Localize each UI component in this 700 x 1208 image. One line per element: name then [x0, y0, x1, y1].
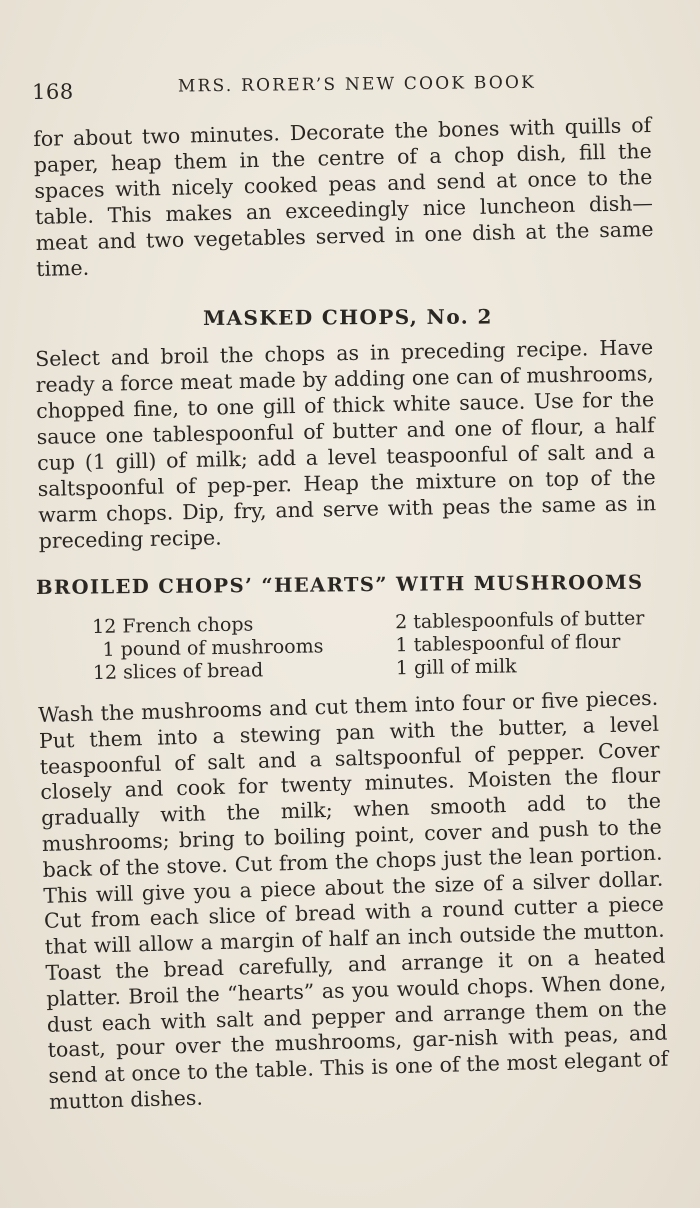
ingredient-item: 1 pound of mushrooms	[102, 635, 324, 661]
ingredient-column-right	[395, 607, 645, 680]
page-header	[32, 67, 662, 104]
recipe-title-broiled-chops: BROILED CHOPS’ “HEARTS” WITH MUSHROOMS	[36, 570, 644, 599]
recipe-title-masked-chops: MASKED CHOPS, No. 2	[203, 304, 493, 330]
ingredient-item: 1 tablespoonful of flour	[395, 630, 621, 657]
ingredient-list	[92, 607, 653, 688]
recipe-text-masked-chops: Select and broil the chops as in preceding recipe. Have ready a force meat made by adding one can of mushrooms, chopped fine, to one gill of thick white sauce. Use for the sauce one tablespoonful of butter and one of flour, a half cup (1 gill) of milk; add a level teaspoonful of salt and a saltspoonful of pep-per. Heap the mixture on top of the warm chops. Dip, fry, and serve with peas the same as in preceding recipe.	[35, 335, 657, 553]
recipe-text-broiled-chops: Wash the mushrooms and cut them into four or five pieces. Put them into a stewing pan with the butter, a level teaspoonful of salt and a saltspoonful of pepper. Cover closely and cook for twenty minutes. Moisten the flour gradually with the milk; when smooth add to the mushrooms; bring to boiling point, cover and push to the back of the stove. Cut from the chops just the lean portion. This will give you a piece about the size of a silver dollar. Cut from each slice of bread with a round cutter a piece that will allow a margin of half an inch outside the mutton. Toast the bread carefully, and arrange it on a heated platter. Broil the “hearts” as you would chops. When done, dust each with salt and pepper and arrange them on the toast, pour over the mushrooms, gar-nish with peas, and send at once to the table. This is one of the most elegant of mutton dishes.	[38, 685, 669, 1114]
ingredient-item: 1 gill of milk	[395, 655, 517, 680]
continuation-paragraph: for about two minutes. Decorate the bones with quills of paper, heap them in the centre of a chop dish, fill the spaces with nicely cooked peas and send at once to the table. This makes an exceedingly nice luncheon dish—meat and two vegetables served in one dish at the same time.	[33, 112, 654, 281]
ingredient-item: 2 tablespoonfuls of butter	[394, 607, 645, 634]
ingredient-column-left	[92, 612, 324, 685]
running-title: MRS. RORER’S NEW COOK BOOK	[177, 72, 537, 97]
ingredient-item: 12 slices of bread	[92, 659, 264, 684]
page-number: 168	[31, 79, 74, 104]
ingredient-item: 12 French chops	[92, 613, 254, 638]
